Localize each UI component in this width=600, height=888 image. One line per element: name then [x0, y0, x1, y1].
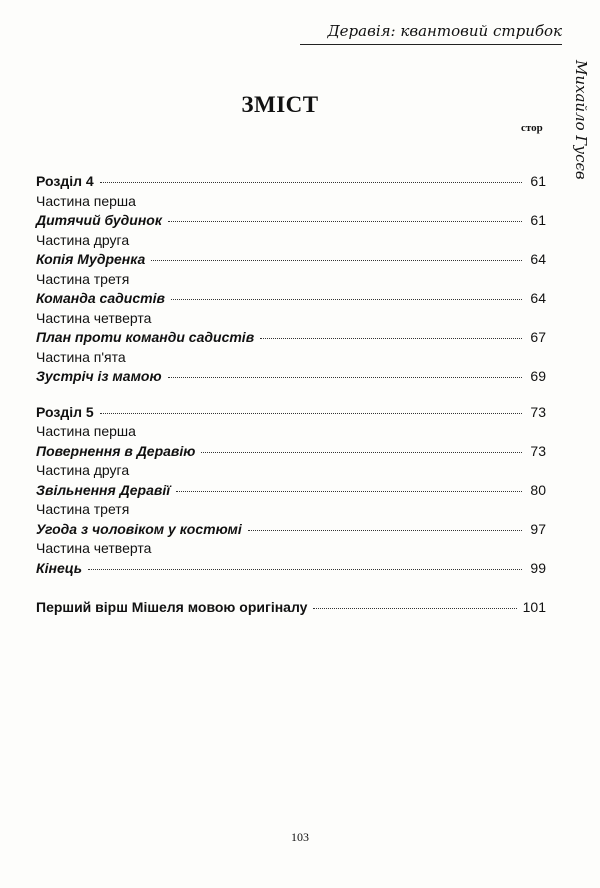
running-header: Деравія: квантовий стрибок: [300, 22, 562, 45]
toc-part-label: [36, 231, 546, 251]
entry-title: Зустріч із мамою: [36, 368, 162, 384]
toc-section-row[interactable]: [36, 403, 546, 423]
entry-title: Дитячий будинок: [36, 212, 162, 228]
part-label: Частина третя: [36, 501, 130, 517]
toc-part-label: [36, 500, 546, 520]
toc-part-label: [36, 270, 546, 290]
page-number: 103: [291, 830, 309, 844]
page-ref: 73: [530, 403, 546, 420]
section-title: Розділ 4: [36, 173, 94, 189]
page-ref: 97: [530, 520, 546, 537]
dot-leader: [171, 299, 522, 300]
part-label: Частина друга: [36, 462, 130, 478]
entry-title: Кінець: [36, 559, 83, 576]
toc-part-label: [36, 422, 546, 442]
page-ref: 61: [530, 173, 546, 189]
section-title: Розділ 5: [36, 403, 94, 420]
toc-part-label: [36, 309, 546, 329]
part-label: Частина п'ята: [36, 348, 126, 365]
page-ref: 69: [530, 368, 546, 384]
part-label: Частина третя: [36, 270, 130, 287]
dot-leader: [168, 377, 522, 378]
part-label: Частина перша: [36, 423, 136, 439]
page-ref: 67: [530, 329, 546, 345]
dot-leader: [260, 338, 522, 339]
toc-entry-row[interactable]: [36, 367, 546, 387]
toc-entry-row[interactable]: [36, 289, 546, 309]
entry-title: Копія Мудренка: [36, 251, 146, 267]
entry-title: Угода з чоловіком у костюмі: [36, 520, 242, 537]
spacer: [36, 578, 546, 598]
toc-part-label: [36, 539, 546, 559]
page-ref: 64: [530, 290, 546, 306]
dot-leader: [176, 491, 522, 492]
toc-appendix-row[interactable]: [36, 598, 546, 618]
page-ref: 64: [530, 251, 546, 267]
dot-leader: [88, 569, 522, 570]
part-label: Частина перша: [36, 192, 136, 209]
toc-entry-row[interactable]: [36, 559, 546, 579]
dot-leader: [100, 413, 522, 414]
entry-title: Команда садистів: [36, 290, 165, 306]
toc-entry-row[interactable]: [36, 481, 546, 501]
toc-title: ЗМІСТ: [241, 92, 319, 117]
part-label: Частина друга: [36, 231, 130, 248]
dot-leader: [248, 530, 522, 531]
table-of-contents: [36, 172, 546, 618]
toc-entry-row[interactable]: [36, 211, 546, 231]
page-ref: 99: [530, 559, 546, 576]
pages-column-label: стор: [521, 122, 543, 134]
entry-title: План проти команди садистів: [36, 329, 255, 345]
page-ref: 80: [530, 481, 546, 498]
toc-part-label: [36, 461, 546, 481]
toc-entry-row[interactable]: [36, 442, 546, 462]
toc-part-label: [36, 192, 546, 212]
entry-title: Повернення в Деравію: [36, 442, 196, 459]
page-ref: 61: [530, 212, 546, 228]
toc-entry-row[interactable]: [36, 250, 546, 270]
dot-leader: [201, 452, 522, 453]
part-label: Частина четверта: [36, 309, 152, 326]
spacer: [36, 387, 546, 403]
toc-section-row[interactable]: [36, 172, 546, 192]
toc-entry-row[interactable]: [36, 520, 546, 540]
entry-title: Звільнення Деравії: [36, 481, 171, 498]
toc-entry-row[interactable]: [36, 328, 546, 348]
dot-leader: [168, 221, 522, 222]
dot-leader: [151, 260, 522, 261]
toc-part-label: [36, 348, 546, 368]
appendix-title: Перший вірш Мішеля мовою оригіналу: [36, 599, 308, 615]
dot-leader: [100, 182, 522, 183]
author-name: Михайло Гусєв: [572, 60, 590, 180]
page-ref: 73: [530, 442, 546, 459]
page-ref: 101: [522, 599, 546, 615]
part-label: Частина четверта: [36, 540, 152, 556]
dot-leader: [313, 608, 516, 609]
